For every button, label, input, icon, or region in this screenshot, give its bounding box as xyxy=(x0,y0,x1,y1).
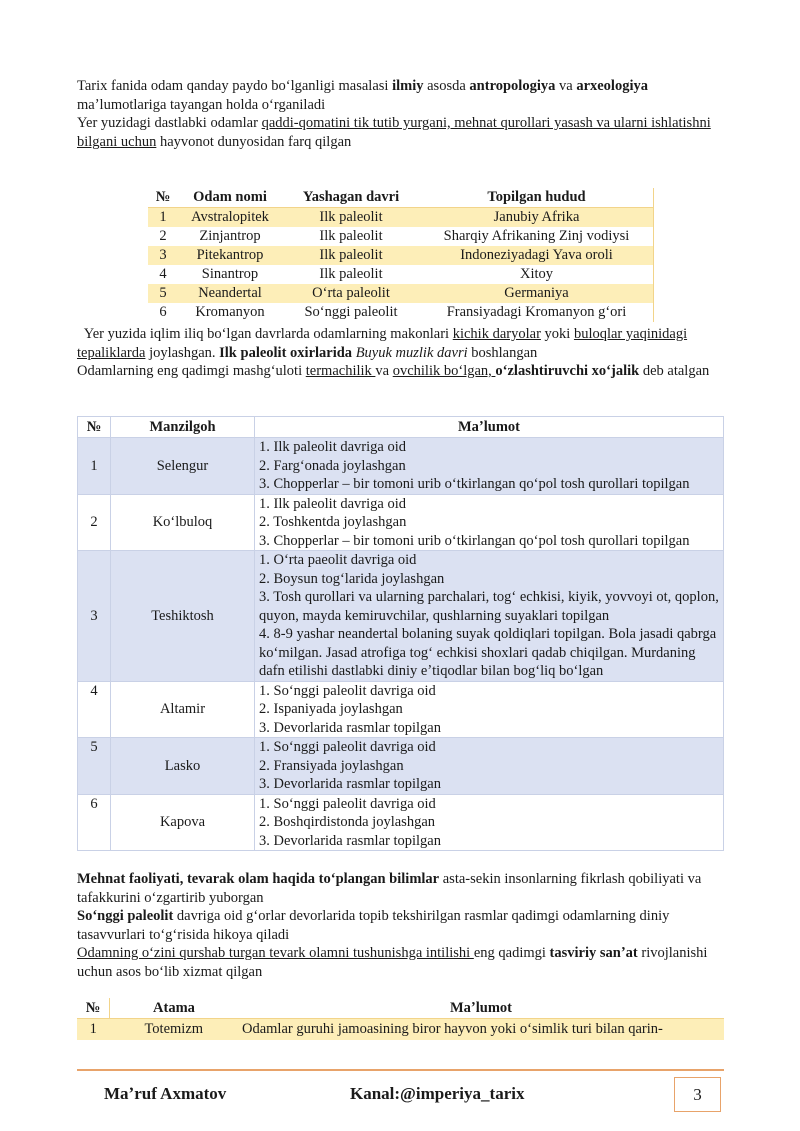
table-row: 4 Sinantrop Ilk paleolit Xitoy xyxy=(148,265,654,284)
terms-table xyxy=(77,998,724,1040)
climate-paragraph: Yer yuzida iqlim iliq boʻlgan davrlarda odamlarning makonlari kichik daryolar yoki buloqlar yaqinidagi tepaliklarda joylashgan. Ilk paleolit oxirlarida Buyuk muzlik davri boshlangan xyxy=(77,326,688,361)
intro-paragraph-2: Yer yuzidagi dastlabki odamlar qaddi-qomatini tik tutib yurgani, mehnat qurollari yasash va ularni ishlatishni bilgani uchun hayvonot dunyosidan farq qilgan xyxy=(77,115,711,150)
table-row: 1 Selengur 1. Ilk paleolit davriga oid 2. Fargʻonada joylashgan 3. Chopperlar – bir tomoni urib oʻtkirlangan qoʻpol tosh qurollari topilgan xyxy=(78,438,724,495)
table-row: 4 Altamir 1. Soʻnggi paleolit davriga oid 2. Ispaniyada joylashgan 3. Devorlarida rasmlar topilgan xyxy=(78,681,724,738)
occupation-paragraph: Odamlarning eng qadimgi mashgʻuloti termachilik va ovchilik boʻlgan, oʻzlashtiruvchi xoʻjalik deb atalgan xyxy=(77,363,710,379)
fine-art-paragraph: Odamning oʻzini qurshab turgan tevark olamni tushunishga intilishi eng qadimgi tasviriy sanʼat rivojlanishi uchun asos boʻlib xizmat qilgan xyxy=(77,945,708,980)
table-row: 1 Avstralopitek Ilk paleolit Janubiy Afrika xyxy=(148,208,654,228)
table-row: 3 Pitekantrop Ilk paleolit Indoneziyadagi Yava oroli xyxy=(148,246,654,265)
knowledge-paragraph: Mehnat faoliyati, tevarak olam haqida toʻplangan bilimlar asta-sekin insonlarning fikrlash qobiliyati va tafakkurini oʻzgartirib yuborgan xyxy=(77,871,702,906)
settlements-table xyxy=(77,416,724,851)
table-row: 5 Lasko 1. Soʻnggi paleolit davriga oid 2. Fransiyada joylashgan 3. Devorlarida rasmlar topilgan xyxy=(78,738,724,795)
table-row: 6 Kapova 1. Soʻnggi paleolit davriga oid 2. Boshqirdistonda joylashgan 3. Devorlarida rasmlar topilgan xyxy=(78,794,724,851)
cave-art-paragraph: Soʻnggi paleolit davriga oid gʻorlar devorlarida topib tekshirilgan rasmlar qadimgi odamlarning diniy tasavvurlari toʻgʻrisida hikoya qiladi xyxy=(77,908,670,943)
table-row: 3 Teshiktosh 1. Oʻrta paeolit davriga oid 2. Boysun togʻlarida joylashgan 3. Tosh qurollari va ularning parchalari, togʻ echkisi, kiyik, yovvoyi ot, qoplon, quyon, mayda kemiruvchilar, qushlarning suyaklari topilgan 4. 8-9 yashar neandertal bolaning suyak qoldiqlari topilgan. Bola jasadi qabrga koʻmilgan. Jasad atrofiga togʻ echkisi shoxlari qadab chiqilgan. Murdaning dafn etilishi dastlabki diniy eʼtiqodlar bilan bogʻliq boʻlgan xyxy=(78,551,724,682)
table-row: 5 Neandertal Oʻrta paleolit Germaniya xyxy=(148,284,654,303)
table-row: 6 Kromanyon Soʻnggi paleolit Fransiyadagi Kromanyon gʻori xyxy=(148,303,654,322)
footer-author: Maʼruf Axmatov xyxy=(104,1084,227,1103)
footer-channel: Kanal:@imperiya_tarix xyxy=(350,1084,525,1103)
footer-divider xyxy=(77,1069,724,1071)
table-header-row: № Odam nomi Yashagan davri Topilgan hudud xyxy=(148,188,654,208)
table-header-row: № Atama Maʼlumot xyxy=(77,998,724,1019)
intro-paragraph-1: Tarix fanida odam qanday paydo boʻlganligi masalasi ilmiy asosda antropologiya va arxeologiya maʼlumotlariga tayangan holda oʻrganiladi xyxy=(77,78,648,113)
early-humans-table xyxy=(148,188,654,322)
page-number: 3 xyxy=(674,1077,721,1112)
table-header-row: № Manzilgoh Maʼlumot xyxy=(78,417,724,438)
table-row: 2 Koʻlbuloq 1. Ilk paleolit davriga oid 2. Toshkentda joylashgan 3. Chopperlar – bir tomoni urib oʻtkirlangan qoʻpol tosh qurollari topilgan xyxy=(78,494,724,551)
table-row: 1 Totemizm Odamlar guruhi jamoasining biror hayvon yoki oʻsimlik turi bilan qarin- xyxy=(77,1019,724,1041)
table-row: 2 Zinjantrop Ilk paleolit Sharqiy Afrikaning Zinj vodiysi xyxy=(148,227,654,246)
